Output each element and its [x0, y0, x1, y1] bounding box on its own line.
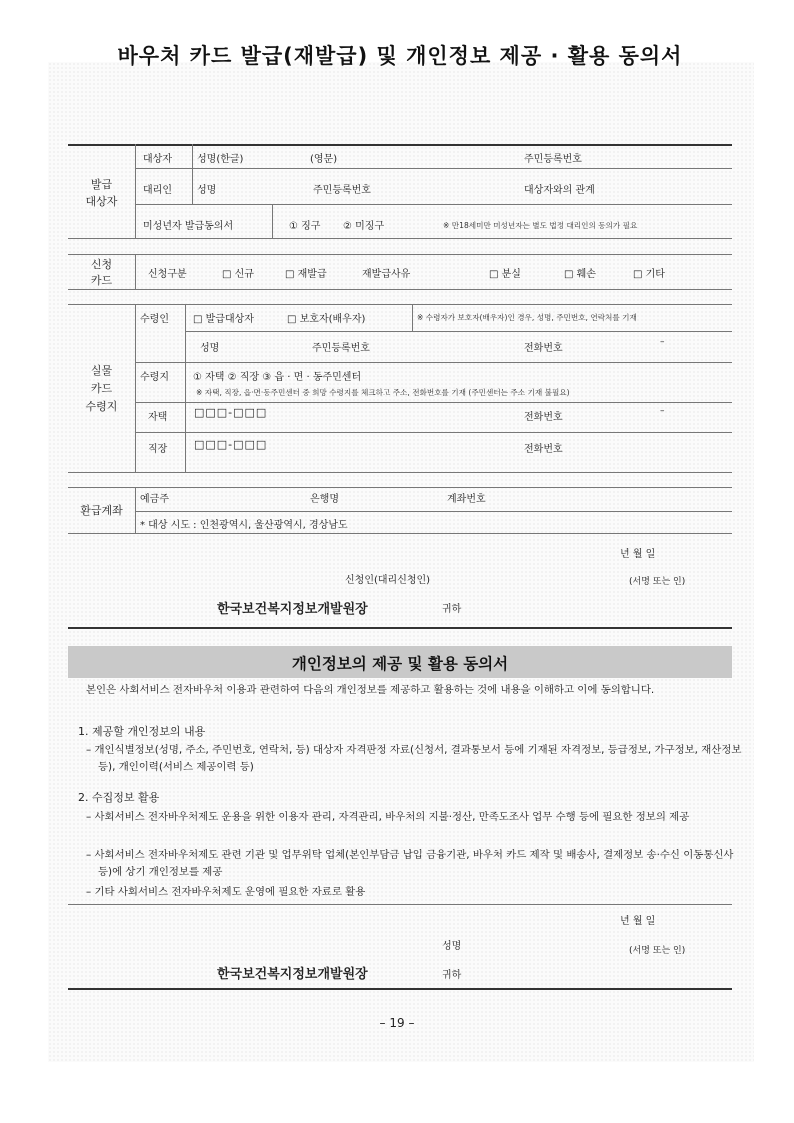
- consent-title: 개인정보의 제공 및 활용 동의서: [291, 655, 509, 673]
- proxy-rrn-field[interactable]: 주민등록번호: [313, 185, 371, 196]
- column-divider: [272, 204, 273, 238]
- phone-dash: –: [660, 337, 665, 347]
- row-divider: [135, 204, 732, 205]
- applicant-label: 신청인(대리신청인): [345, 575, 431, 586]
- consent-divider: [68, 904, 732, 905]
- column-divider: [135, 144, 136, 238]
- delivery-place-options[interactable]: ① 자택 ② 직장 ③ 읍 · 면 · 동주민센터: [193, 372, 362, 383]
- lost-checkbox[interactable]: □ 분실: [489, 269, 521, 280]
- row-divider: [135, 511, 732, 512]
- section-break-line: [68, 627, 732, 629]
- name-english-field[interactable]: (영문): [310, 154, 338, 165]
- minor-consent-label: 미성년자 발급동의서: [143, 221, 234, 232]
- delivery-place-note: ※ 자택, 직장, 읍·면·동주민센터 중 희망 수령지를 체크하고 주소, 전화번호를 기재 (주민센터는 주소 기재 불필요): [196, 388, 570, 397]
- column-divider: [135, 487, 136, 533]
- column-divider: [135, 304, 136, 472]
- minor-consent-option-not-collected[interactable]: ② 미징구: [343, 221, 385, 232]
- row-divider: [135, 432, 732, 433]
- application-type-label: 신청구분: [148, 269, 187, 280]
- section-divider: [68, 289, 732, 290]
- delivery-place-label: 수령지: [140, 372, 169, 383]
- column-divider: [412, 304, 413, 331]
- new-checkbox[interactable]: □ 신규: [222, 269, 254, 280]
- recipient-guardian-checkbox[interactable]: □ 보호자(배우자): [287, 314, 366, 325]
- home-label: 자택: [148, 412, 168, 423]
- section-label: 발급: [90, 178, 113, 191]
- section-label: 실물: [90, 364, 113, 377]
- phone-dash: –: [660, 406, 665, 416]
- home-zipcode-field[interactable]: □□□-□□□: [194, 406, 268, 419]
- work-label: 직장: [148, 444, 168, 455]
- consent-item-1-title: 1. 제공할 개인정보의 내용: [78, 725, 206, 738]
- home-phone-field[interactable]: 전화번호: [524, 412, 563, 423]
- section-divider: [68, 254, 732, 255]
- rrn-field[interactable]: 주민등록번호: [524, 154, 582, 165]
- column-divider: [192, 144, 193, 204]
- consent-intro: 본인은 사회서비스 전자바우처 이용과 관련하여 다음의 개인정보를 제공하고 활용하는 것에 내용을 이해하고 이에 동의합니다.: [86, 684, 655, 696]
- honorific: 귀하: [442, 604, 462, 615]
- page-number: – 19 –: [379, 1016, 415, 1030]
- row-label-proxy: 대리인: [143, 185, 172, 196]
- section-divider: [68, 304, 732, 305]
- section-divider: [68, 487, 732, 488]
- consent-item-2-b: – 사회서비스 전자바우처제도 관련 기관 및 업무위탁 업체(본인부담금 납입 금융기관, 바우처 카드 제작 및 배송사, 결제정보 송·수신 이동통신사 등)에 상기 개인정보를 제공: [86, 849, 734, 878]
- relation-field[interactable]: 대상자와의 관계: [524, 185, 595, 196]
- recipient-rrn-field[interactable]: 주민등록번호: [312, 343, 370, 354]
- column-divider: [185, 304, 186, 472]
- consent-item-1-text: – 개인식별정보(성명, 주소, 주민번호, 연락처, 등) 대상자 자격판정 자료(신청서, 결과통보서 등에 기재된 자격정보, 등급정보, 가구정보, 재산정보 등), 개인이력(서비스 제공이력 등): [86, 744, 742, 773]
- row-divider: [185, 331, 732, 332]
- consent-item-2-title: 2. 수집정보 활용: [78, 791, 160, 804]
- reissue-checkbox[interactable]: □ 재발급: [285, 269, 327, 280]
- minor-consent-option-collected[interactable]: ① 징구: [289, 221, 321, 232]
- consent-item-2-a: – 사회서비스 전자바우처제도 운용을 위한 이용자 관리, 자격관리, 바우처의 지불·정산, 만족도조사 업무 수행 등에 필요한 정보의 제공: [86, 811, 690, 823]
- section-label: 신청: [90, 258, 113, 271]
- row-divider: [135, 402, 732, 403]
- name-korean-field[interactable]: 성명(한글): [197, 154, 244, 165]
- date-line[interactable]: 년 월 일: [620, 549, 656, 560]
- account-holder-field[interactable]: 예금주: [140, 494, 169, 505]
- other-checkbox[interactable]: □ 기타: [633, 269, 665, 280]
- section-divider: [68, 238, 732, 239]
- signature-field[interactable]: (서명 또는 인): [629, 577, 686, 587]
- recipient-note: ※ 수령자가 보호자(배우자)인 경우, 성명, 주민번호, 연락처를 기재: [417, 313, 637, 322]
- refund-account-label: 환급계좌: [80, 504, 123, 517]
- recipient-phone-field[interactable]: 전화번호: [524, 343, 563, 354]
- form-title: 바우처 카드 발급(재발급) 및 개인정보 제공 · 활용 동의서: [117, 44, 683, 68]
- signature-field[interactable]: (서명 또는 인): [629, 946, 686, 956]
- row-divider: [135, 168, 732, 169]
- section-label: 카드: [90, 274, 113, 287]
- consent-name-field[interactable]: 성명: [442, 941, 462, 952]
- recipient-self-checkbox[interactable]: □ 발급대상자: [193, 314, 254, 325]
- section-divider: [68, 533, 732, 534]
- honorific: 귀하: [442, 970, 462, 981]
- work-phone-field[interactable]: 전화번호: [524, 444, 563, 455]
- addressee: 한국보건복지정보개발원장: [217, 967, 368, 982]
- recipient-name-field[interactable]: 성명: [200, 343, 220, 354]
- work-zipcode-field[interactable]: □□□-□□□: [194, 438, 268, 451]
- section-label: 대상자: [85, 195, 118, 208]
- page-bottom-line: [68, 988, 732, 990]
- addressee: 한국보건복지정보개발원장: [217, 602, 368, 617]
- table-top-border: [68, 144, 732, 146]
- section-label: 카드: [90, 382, 113, 395]
- target-region-note: * 대상 시도 : 인천광역시, 울산광역시, 경상남도: [140, 520, 348, 531]
- row-label-target: 대상자: [143, 154, 172, 165]
- column-divider: [135, 254, 136, 289]
- damaged-checkbox[interactable]: □ 훼손: [564, 269, 596, 280]
- section-label: 수령지: [85, 400, 118, 413]
- reissue-reason-label: 재발급사유: [362, 269, 411, 280]
- date-line[interactable]: 년 월 일: [620, 916, 656, 927]
- account-number-field[interactable]: 계좌번호: [447, 494, 486, 505]
- consent-item-2-c: – 기타 사회서비스 전자바우처제도 운영에 필요한 자료로 활용: [86, 886, 366, 898]
- recipient-label: 수령인: [140, 314, 169, 325]
- section-divider: [68, 472, 732, 473]
- proxy-name-field[interactable]: 성명: [197, 185, 217, 196]
- bank-name-field[interactable]: 은행명: [310, 494, 339, 505]
- minor-consent-note: ※ 만18세미만 미성년자는 별도 법정 대리인의 동의가 필요: [443, 221, 638, 230]
- row-divider: [135, 362, 732, 363]
